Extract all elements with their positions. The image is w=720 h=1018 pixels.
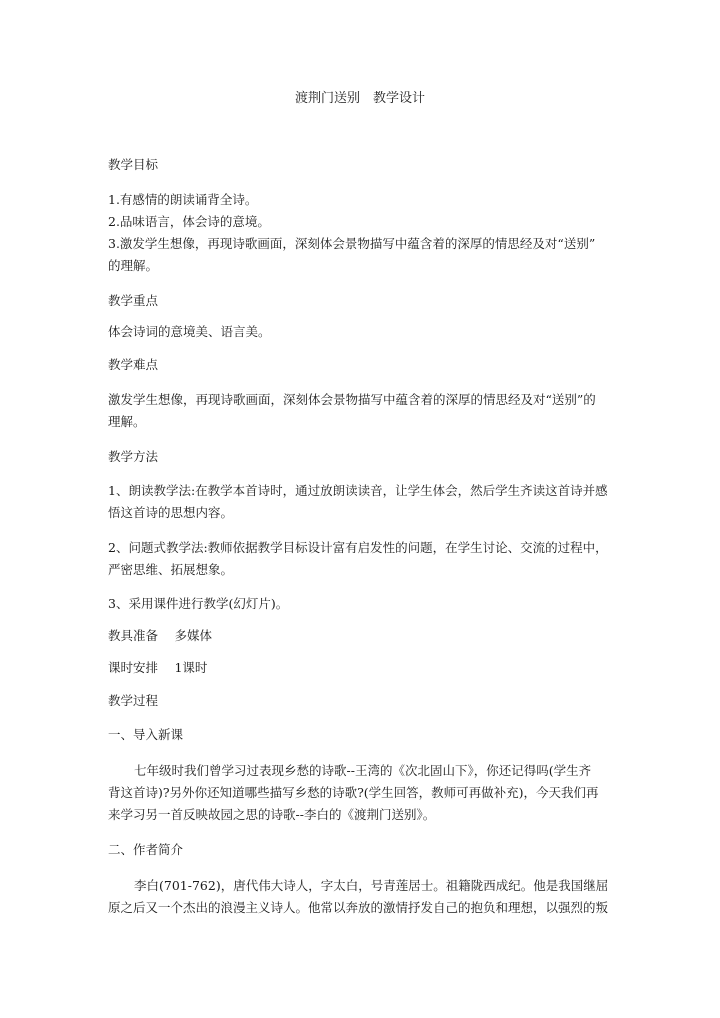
intro-paragraph-cont-2: 来学习另一首反映故园之思的诗歌--李白的《渡荆门送别》。 xyxy=(108,807,436,822)
process-heading: 教学过程 xyxy=(108,693,159,708)
difficulties-text-cont: 理解。 xyxy=(108,414,146,429)
difficulties-heading: 教学难点 xyxy=(108,357,159,372)
class-hours: 课时安排 1课时 xyxy=(108,660,208,675)
document-title: 渡荆门送别 教学设计 xyxy=(294,91,425,106)
objective-item-2: 2.品味语言，体会诗的意境。 xyxy=(108,214,270,229)
method-2-cont: 严密思维、拓展想象。 xyxy=(108,562,234,577)
intro-heading: 一、导入新课 xyxy=(108,727,184,742)
intro-paragraph-cont-1: 背这首诗)?另外你还知道哪些描写乡愁的诗歌?(学生回答，教师可再做补充)，今天我们再 xyxy=(108,785,599,800)
method-2: 2、问题式教学法:教师依据教学目标设计富有启发性的问题，在学生讨论、交流的过程中， xyxy=(108,540,608,555)
methods-heading: 教学方法 xyxy=(108,449,159,464)
objective-item-1: 1.有感情的朗读诵背全诗。 xyxy=(108,192,258,207)
teaching-aids: 教具准备 多媒体 xyxy=(108,628,212,643)
difficulties-text: 激发学生想像，再现诗歌画面，深刻体会景物描写中蕴含着的深厚的情思经及对“送别”的 xyxy=(108,392,596,407)
objective-item-3-cont: 的理解。 xyxy=(108,258,159,273)
method-1: 1、朗读教学法:在教学本首诗时，通过放朗读读音，让学生体会，然后学生齐读这首诗并感 xyxy=(108,483,608,498)
method-1-cont: 悟这首诗的思想内容。 xyxy=(108,505,234,520)
objective-item-3: 3.激发学生想像，再现诗歌画面，深刻体会景物描写中蕴含着的深厚的情思经及对“送别” xyxy=(108,236,596,251)
key-points-text: 体会诗词的意境美、语言美。 xyxy=(108,324,271,339)
author-paragraph: 李白(701-762)，唐代伟大诗人，字太白，号青莲居士。祖籍陇西成纪。他是我国继屈 xyxy=(134,878,609,893)
method-3: 3、采用课件进行教学(幻灯片)。 xyxy=(108,596,289,611)
key-points-heading: 教学重点 xyxy=(108,293,159,308)
objectives-heading: 教学目标 xyxy=(108,157,159,172)
author-heading: 二、作者简介 xyxy=(108,842,184,857)
intro-paragraph: 七年级时我们曾学习过表现乡愁的诗歌--王湾的《次北固山下》，你还记得吗(学生齐 xyxy=(134,763,592,778)
author-paragraph-cont: 原之后又一个杰出的浪漫主义诗人。他常以奔放的激情抒发自己的抱负和理想，以强烈的叛 xyxy=(108,900,609,915)
